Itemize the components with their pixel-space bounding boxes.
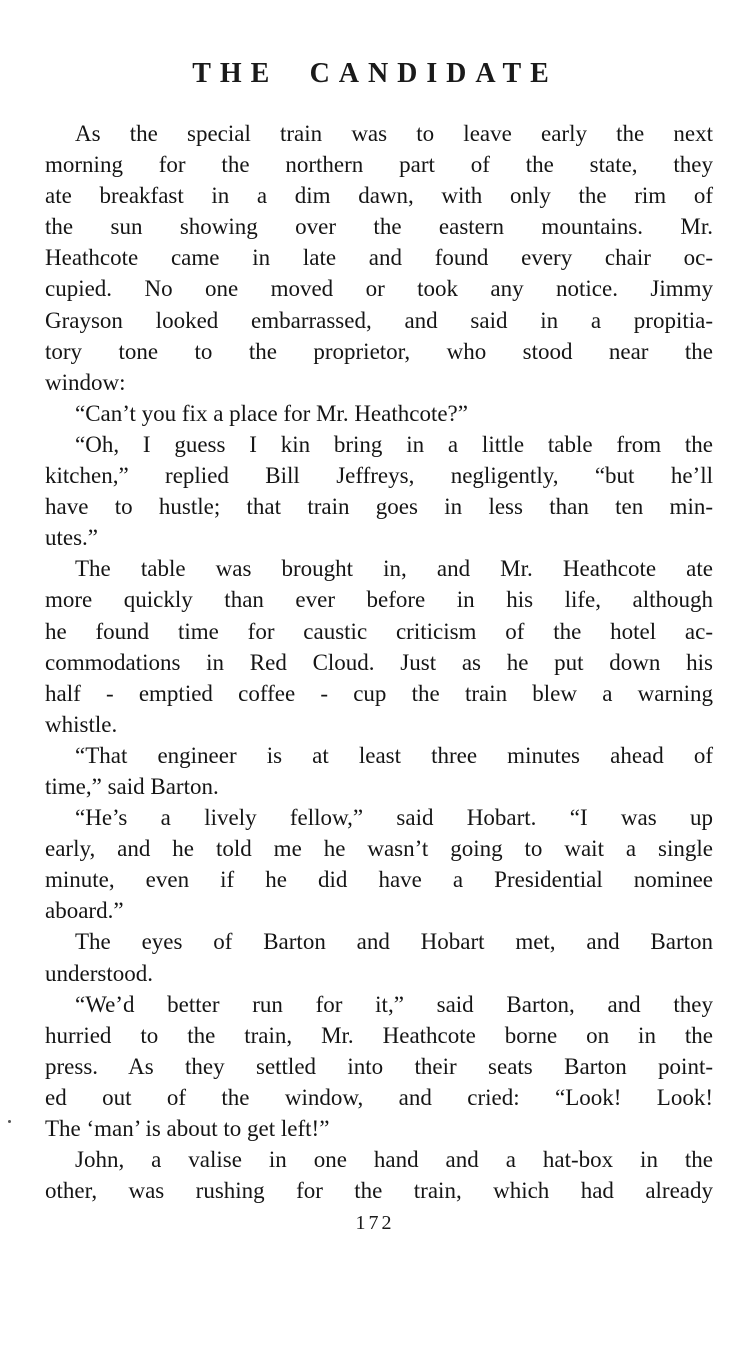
paragraph [45,398,713,429]
paragraph [45,1144,713,1206]
text-line: other, was rushing for the train, which had already [45,1178,713,1204]
text-line: understood. [45,960,153,986]
text-line: have to hustle; that train goes in less than ten min- [45,494,713,520]
text-line: ed out of the window, and cried: “Look! Look! [45,1084,713,1110]
text-line: time,” said Barton. [45,773,219,799]
paragraph [45,118,713,398]
text-line: half - emptied coffee - cup the train blew a warning [45,680,713,706]
text-line: “He’s a lively fellow,” said Hobart. “I was up [75,805,713,831]
text-line: ate breakfast in a dim dawn, with only the rim of [45,183,713,209]
text-line: more quickly than ever before in his life, although [45,587,713,613]
text-line: he found time for caustic criticism of the hotel ac- [45,618,713,644]
text-line: whistle. [45,711,118,737]
paragraph [45,553,713,740]
text-line: the sun showing over the eastern mountains. Mr. [45,214,713,240]
text-line: “Can’t you fix a place for Mr. Heathcote?” [75,400,468,426]
text-block [45,118,713,1206]
text-line: John, a valise in one hand and a hat-box in the [75,1147,713,1173]
paragraph [45,802,713,926]
paragraph [45,429,713,553]
paragraph [45,926,713,988]
text-line: “That engineer is at least three minutes ahead of [75,742,713,768]
text-line: “We’d better run for it,” said Barton, and they [75,991,713,1017]
text-line: cupied. No one moved or took any notice. Jimmy [45,276,713,302]
text-line: morning for the northern part of the state, they [45,152,713,178]
text-line: “Oh, I guess I kin bring in a little table from the [75,431,713,457]
text-line: window: [45,369,126,395]
text-line: commodations in Red Cloud. Just as he put down his [45,649,713,675]
text-line: Grayson looked embarrassed, and said in a propitia- [45,307,713,333]
page-number: 172 [355,1212,395,1234]
text-line: early, and he told me he wasn’t going to wait a single [45,836,713,862]
text-line: aboard.” [45,898,124,924]
paragraph [45,989,713,1144]
text-line: The table was brought in, and Mr. Heathcote ate [75,556,713,582]
text-line: The ‘man’ is about to get left!” [45,1116,330,1141]
text-line: hurried to the train, Mr. Heathcote borne on in the [45,1022,713,1048]
text-line: kitchen,” replied Bill Jeffreys, negligently, “but he’ll [45,463,713,489]
page-title: THE CANDIDATE [192,58,558,89]
text-line: As the special train was to leave early the next [75,121,713,146]
paragraph [45,740,713,802]
text-line: The eyes of Barton and Hobart met, and Barton [75,929,713,955]
text-line: Heathcote came in late and found every chair oc- [45,245,713,271]
text-line: press. As they settled into their seats Barton point- [45,1053,713,1079]
text-line: minute, even if he did have a Presidential nominee [45,867,713,893]
text-line: utes.” [45,525,99,551]
text-line: tory tone to the proprietor, who stood near the [45,338,713,364]
scan-artifact [8,1120,11,1123]
